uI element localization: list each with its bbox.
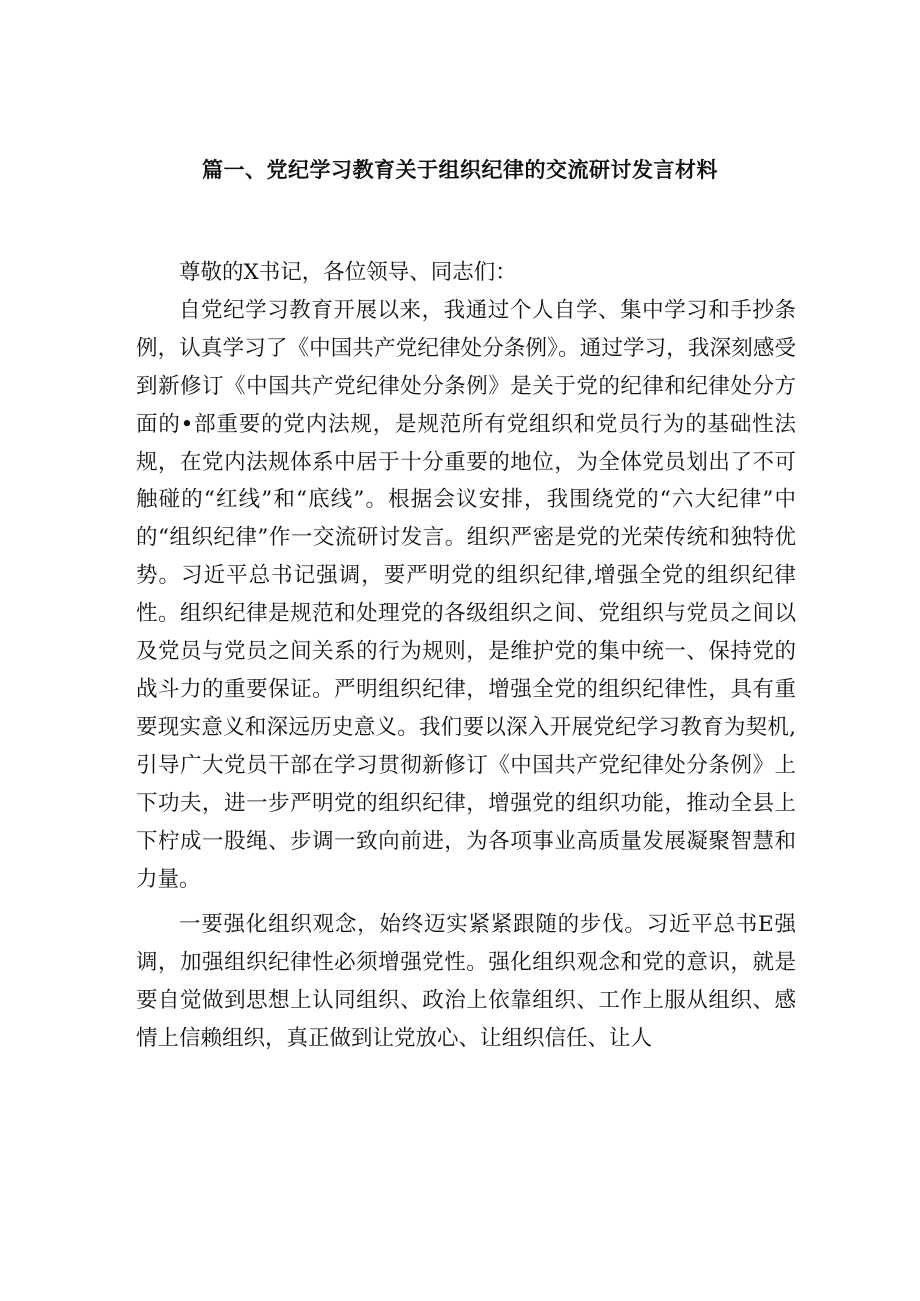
document-body <box>136 254 796 1058</box>
paragraph-point-one: 一要强化组织观念，始终迈实紧紧跟随的步伐。习近平总书E强调，加强组织纪律性必须增强党性。强化组织观念和党的意识，就是要自觉做到思想上认同组织、政治上依靠组织、工作上服从组织、感情上信赖组织，真正做到让党放心、让组织信任、让人 <box>136 912 796 1052</box>
document-title: 篇一、党纪学习教育关于组织纪律的交流研讨发言材料 <box>202 157 718 182</box>
paragraph-intro: 自党纪学习教育开展以来，我通过个人自学、集中学习和手抄条例，认真学习了《中国共产党纪律处分条例》。通过学习，我深刻感受到新修订《中国共产党纪律处分条例》是关于党的纪律和纪律处分方面的•部重要的党内法规，是规范所有党组织和党员行为的基础性法规，在党内法规体系中居于十分重要的地位，为全体党员划出了不可触碰的“红线”和“底线”。根据会议安排，我围绕党的“六大纪律”中的“组织纪律”作一交流研讨发言。组织严密是党的光荣传统和独特优势。习近平总书记强调，要严明党的组织纪律,增强全党的组织纪律性。组织纪律是规范和处理党的各级组织之间、党组织与党员之间以及党员与党员之间关系的行为规则，是维护党的集中统一、保持党的战斗力的重要保证。严明组织纪律，增强全党的组织纪律性，具有重要现实意义和深远历史意义。我们要以深入开展党纪学习教育为契机,引导广大党员干部在学习贯彻新修订《中国共产党纪律处分条例》上下功夫，进一步严明党的组织纪律，增强党的组织功能，推动全县上下柠成一股绳、步调一致向前进，为各项事业高质量发展凝聚智慧和力量。 <box>136 297 796 892</box>
salutation: 尊敬的X书记，各位领导、同志们： <box>179 260 517 285</box>
